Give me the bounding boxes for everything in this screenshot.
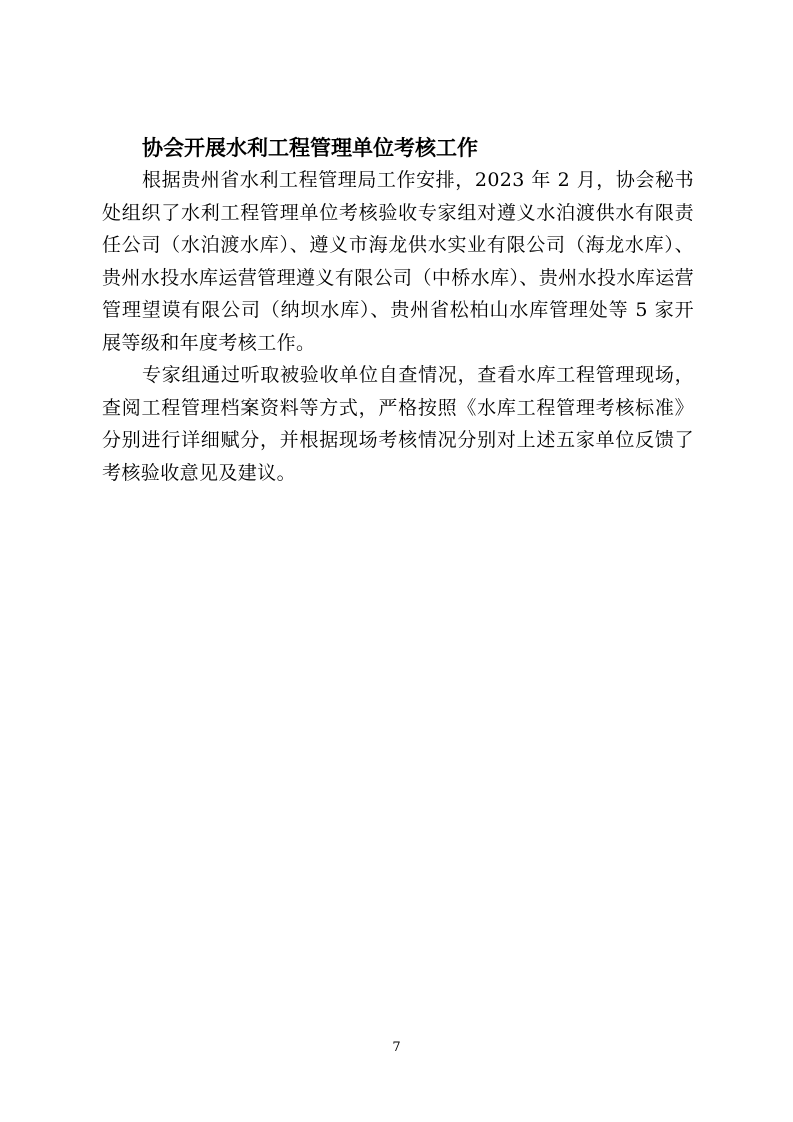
article-title: 协会开展水利工程管理单位考核工作 [142,135,478,160]
article-paragraph-2: 专家组通过听取被验收单位自查情况，查看水库工程管理现场，查阅工程管理档案资料等方式，严格按照《水库工程管理考核标准》分别进行详细赋分，并根据现场考核情况分别对上述五家单位反馈了考核验收意见及建议。 [102,364,694,484]
page-number: 7 [392,1040,401,1055]
article-paragraph-1: 根据贵州省水利工程管理局工作安排，2023 年 2 月，协会秘书处组织了水利工程管理单位考核验收专家组对遵义水泊渡供水有限责任公司（水泊渡水库）、遵义市海龙供水实业有限公司（海龙水库）、贵州水投水库运营管理遵义有限公司（中桥水库）、贵州水投水库运营管理望谟有限公司（纳坝水库）、贵州省松柏山水库管理处等 5 家开展等级和年度考核工作。 [102,169,694,354]
article [102,132,694,489]
